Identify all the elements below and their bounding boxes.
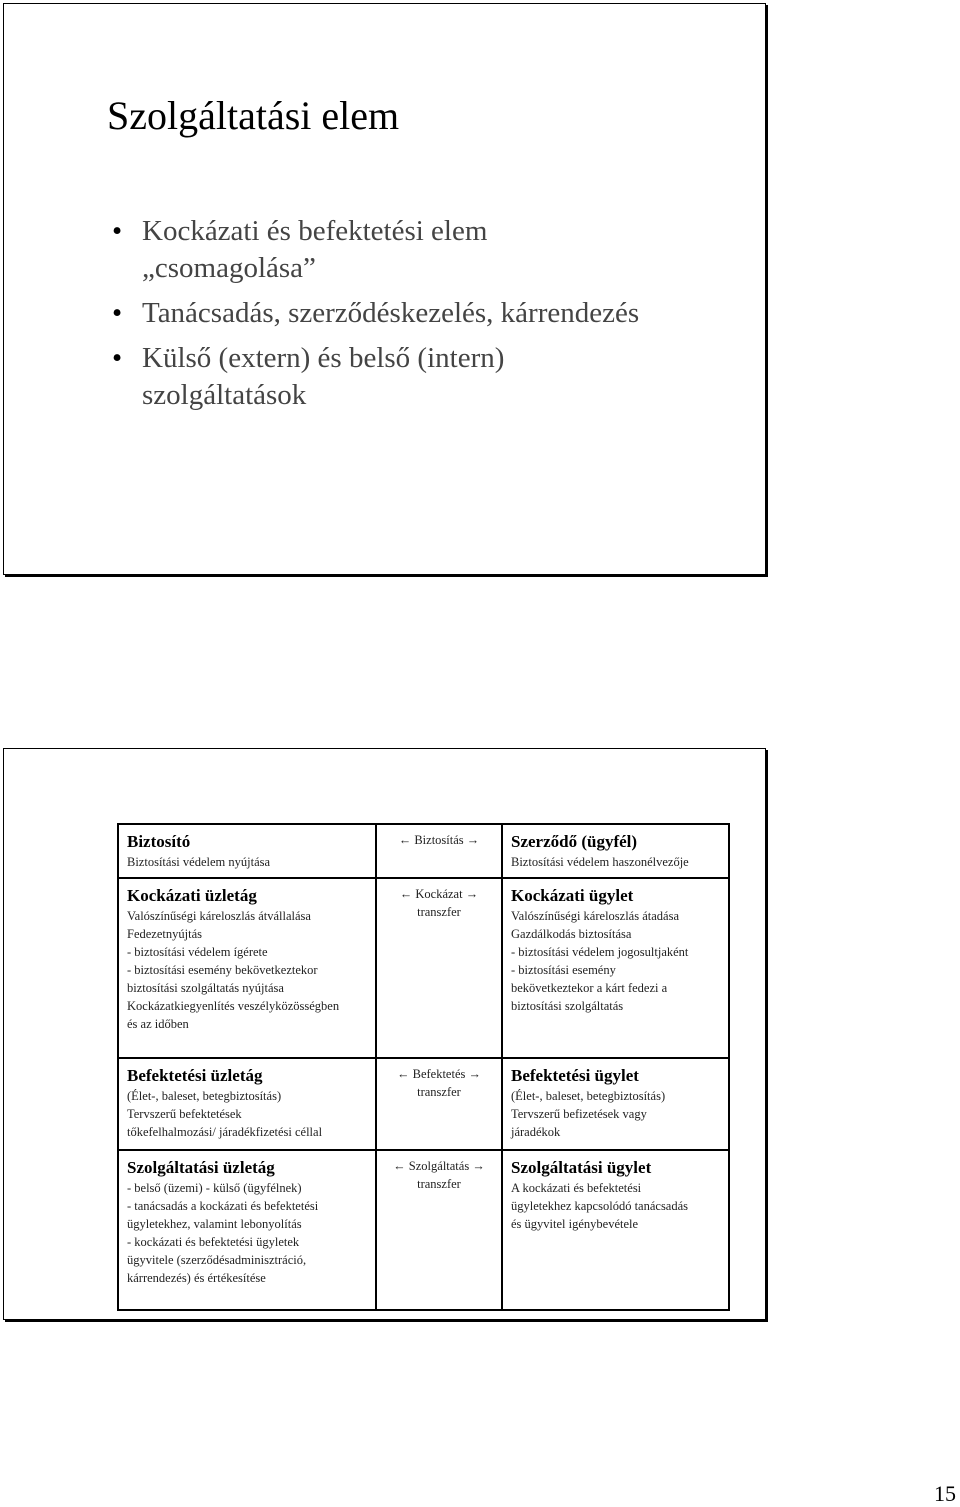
right-cell-line: Gazdálkodás biztosítása: [511, 927, 632, 941]
transfer-cell: [376, 878, 502, 1058]
left-cell-line: és az időben: [127, 1017, 189, 1031]
right-cell-line: Valószínűségi káreloszlás átadása: [511, 909, 679, 923]
right-cell: [502, 878, 729, 1058]
transfer-label: ← Kockázat →: [399, 887, 479, 901]
insurance-table: [117, 823, 730, 1311]
left-cell-line: - tanácsadás a kockázati és befektetési: [127, 1199, 319, 1213]
right-cell-line: - biztosítási védelem jogosultjaként: [511, 945, 689, 959]
transfer-label: transzfer: [417, 1177, 461, 1191]
table-row: [118, 824, 729, 878]
right-cell-line: (Élet-, baleset, betegbiztosítás): [511, 1089, 666, 1103]
bullet-dot-icon: •: [112, 215, 123, 247]
table-row: [118, 1058, 729, 1150]
left-cell-line: kárrendezés) és értékesítése: [127, 1271, 266, 1285]
bullet-dot-icon: •: [112, 342, 123, 374]
transfer-label: ← Szolgáltatás →: [393, 1159, 485, 1173]
left-cell-heading: Kockázati üzletág: [127, 886, 257, 905]
right-cell-line: bekövetkeztekor a kárt fedezi a: [511, 981, 668, 995]
table-row: [118, 878, 729, 1058]
bullet-text-line1: Kockázati és befektetési elem: [142, 215, 488, 247]
right-cell: [502, 1150, 729, 1310]
bullet-item: [112, 340, 602, 414]
transfer-label: transzfer: [417, 905, 461, 919]
transfer-cell: [376, 1058, 502, 1150]
bullet-item: [112, 213, 602, 287]
bullet-item: [112, 295, 640, 332]
right-cell-heading: Szolgáltatási ügylet: [511, 1158, 652, 1177]
left-cell-line: Kockázatkiegyenlítés veszélyközösségben: [127, 999, 340, 1013]
bullet-dot-icon: •: [112, 297, 123, 329]
left-cell-line: ügyvitele (szerződésadminisztráció,: [127, 1253, 307, 1267]
transfer-label: ← Befektetés →: [396, 1067, 481, 1081]
right-cell: [502, 824, 729, 878]
right-cell-line: Biztosítási védelem haszonélvezője: [511, 855, 689, 869]
right-cell: [502, 1058, 729, 1150]
left-cell-line: - belső (üzemi) - külső (ügyfélnek): [127, 1181, 302, 1195]
right-cell-heading: Szerződő (ügyfél): [511, 832, 638, 851]
bullet-text-line1: Külső (extern) és belső (intern): [142, 342, 505, 374]
left-cell-line: - biztosítási védelem ígérete: [127, 945, 268, 959]
left-cell-line: Valószínűségi káreloszlás átvállalása: [127, 909, 311, 923]
left-cell-line: (Élet-, baleset, betegbiztosítás): [127, 1089, 282, 1103]
bullet-list: [112, 213, 640, 422]
right-cell-line: - biztosítási esemény: [511, 963, 616, 977]
right-cell-line: A kockázati és befektetési: [511, 1181, 642, 1195]
transfer-label: ← Biztosítás →: [398, 833, 480, 847]
page-number: 15: [934, 1481, 956, 1506]
slide-title: Szolgáltatási elem: [107, 93, 400, 138]
left-cell: [118, 824, 376, 878]
bullet-text-line2: „csomagolása”: [142, 252, 316, 284]
left-cell-line: tőkefelhalmozási/ járadékfizetési céllal: [127, 1125, 323, 1139]
left-cell-line: ügyletekhez, valamint lebonyolítás: [127, 1217, 302, 1231]
left-cell-line: - biztosítási esemény bekövetkeztekor: [127, 963, 318, 977]
left-cell: [118, 1150, 376, 1310]
right-cell-line: ügyletekhez kapcsolódó tanácsadás: [511, 1199, 689, 1213]
right-cell-heading: Befektetési ügylet: [511, 1066, 639, 1085]
left-cell-line: Biztosítási védelem nyújtása: [127, 855, 271, 869]
right-cell-line: Tervszerű befizetések vagy: [511, 1107, 647, 1121]
left-cell-line: Tervszerű befektetések: [127, 1107, 242, 1121]
table-row: [118, 1150, 729, 1310]
left-cell-heading: Biztosító: [127, 832, 191, 851]
left-cell-line: Fedezetnyújtás: [127, 927, 202, 941]
bullet-text-line2: szolgáltatások: [142, 379, 307, 411]
right-cell-heading: Kockázati ügylet: [511, 886, 634, 905]
left-cell-heading: Befektetési üzletág: [127, 1066, 263, 1085]
transfer-label: transzfer: [417, 1085, 461, 1099]
left-cell: [118, 878, 376, 1058]
right-cell-line: biztosítási szolgáltatás: [511, 999, 624, 1013]
left-cell-line: biztosítási szolgáltatás nyújtása: [127, 981, 284, 995]
left-cell: [118, 1058, 376, 1150]
right-cell-line: és ügyvitel igénybevétele: [511, 1217, 639, 1231]
left-cell-heading: Szolgáltatási üzletág: [127, 1158, 275, 1177]
transfer-cell: [376, 824, 502, 878]
bullet-text-line1: Tanácsadás, szerződéskezelés, kárrendezés: [142, 297, 640, 329]
left-cell-line: - kockázati és befektetési ügyletek: [127, 1235, 300, 1249]
right-cell-line: járadékok: [511, 1125, 561, 1139]
transfer-cell: [376, 1150, 502, 1310]
